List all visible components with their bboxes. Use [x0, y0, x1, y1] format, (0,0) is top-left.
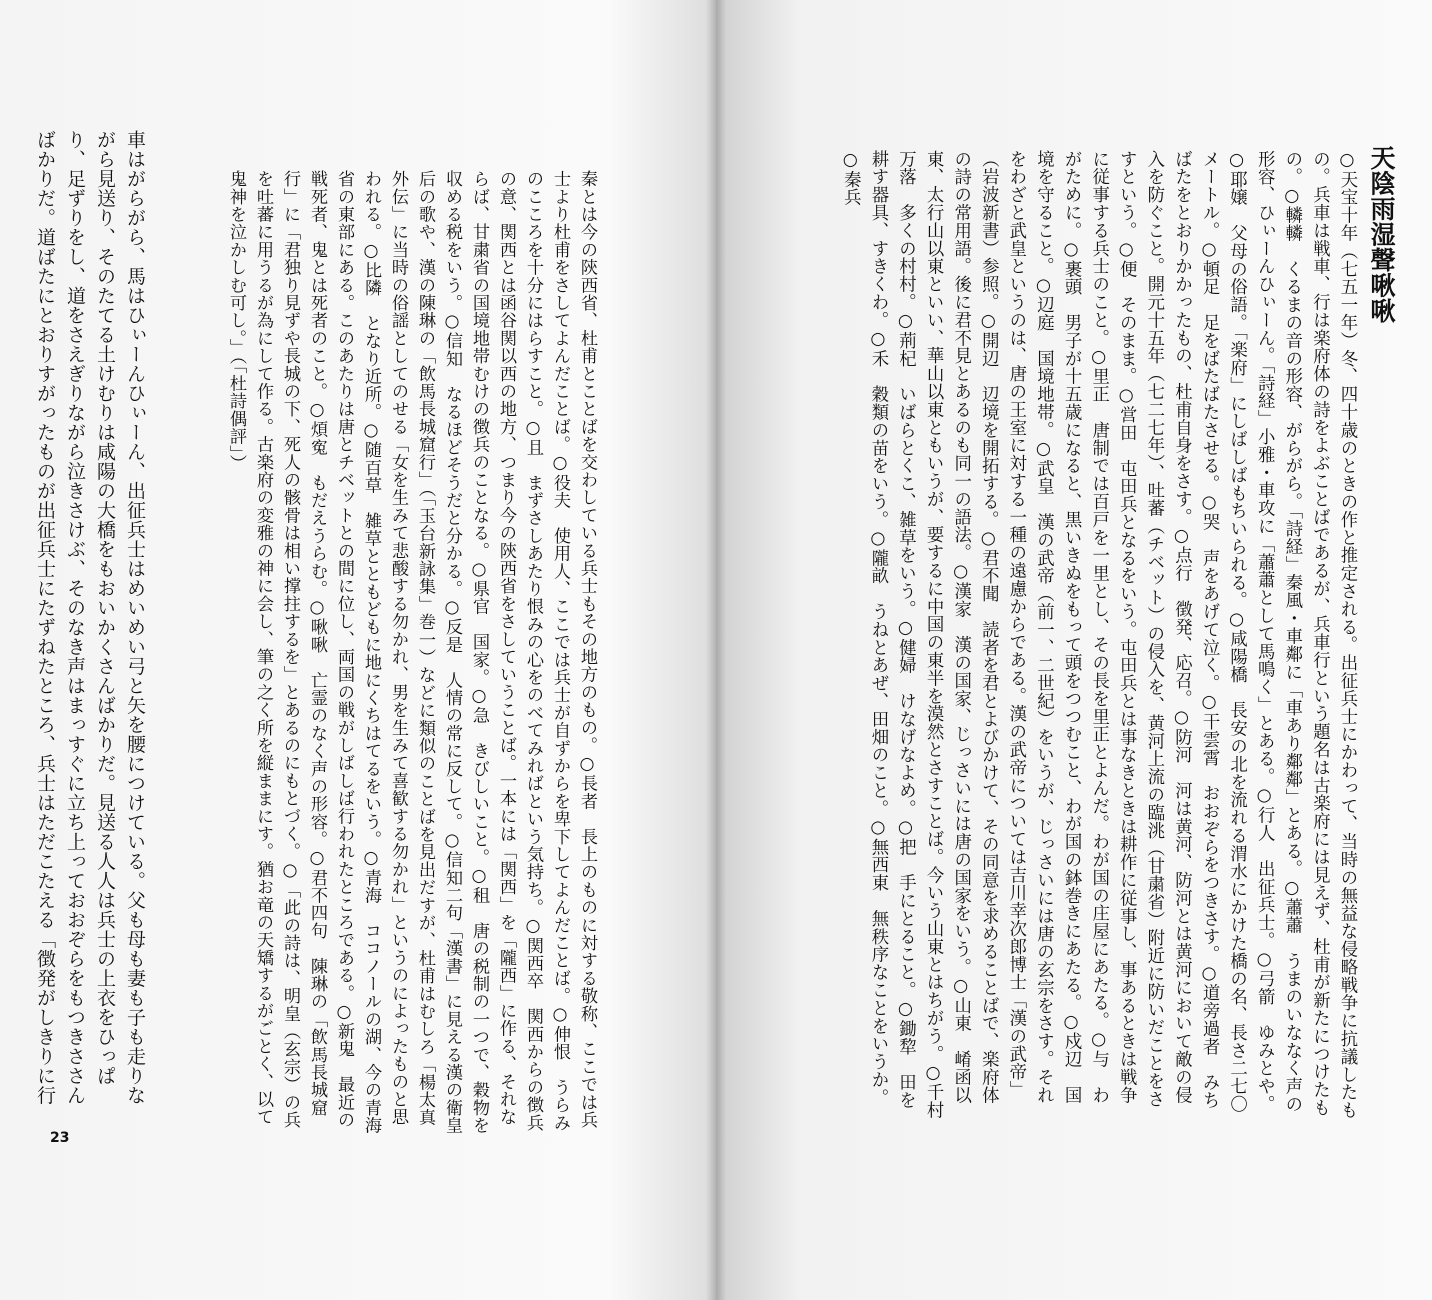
poem-title	[1360, 145, 1400, 1145]
title-original: 天陰雨湿聲啾啾	[1367, 145, 1396, 324]
book-gutter	[706, 0, 726, 1300]
translation-paragraph: 車はがらがら、馬はひぃーんひぃーん、出征兵士はめいめい弓と矢を腰につけている。父も母も妻も子も走りながら見送り、そのたてる土けむりは咸陽の大橋をもおいかくさんばかりだ。見送る人人は兵士の上衣をひっぱり、足ずりをし、道をさえぎりながら泣きさけぶ、そのなき声はまっすぐに立ち上っておおぞらをもつきささんばかりだ。道ばたにとおりすがったものが出征兵士にたずねたところ、兵士はただこたえる「徴発がしきりに行	[34, 130, 146, 1105]
notes-paragraph: ○天宝十年（七五一年）冬、四十歳のときの作と推定される。出征兵士にかわって、当時の無益な侵略戦争に抗議したもの。兵車は戦車、行は楽府体の詩をよぶことばであるが、兵車行という題名は古楽府には見えず、杜甫が新たにつけたもの。○轔轔 くるまの音の形容、がらがら。「詩経」秦風・車鄰に「車あり鄰鄰」とある。○蕭蕭 うまのいななく声の形容、ひぃーんひぃーん。「詩経」小雅・車攻に「蕭蕭として馬鳴く」とある。○行人 出征兵士。○弓箭 ゆみとや。○耶嬢 父母の俗語。「楽府」にしばしばもちいられる。○咸陽橋 長安の北を流れる渭水にかけた橋の名、長さ二七〇メートル。○頓足 足をばたばたさせる。○哭 声をあげて泣く。○干雲霄 おおぞらをつきさす。○道旁過者 みちばたをとおりかかったもの、杜甫自身をさす。○点行 徴発、応召。○防河 河は黄河、防河とは黄河において敵の侵入を防ぐこと。開元十五年（七二七年）、吐蕃（チベット）の侵入を、黄河上流の臨洮（甘粛省）附近に防いだことをさすという。○便 そのまま。○営田 屯田兵となるをいう。屯田兵とは事なきときは耕作に従事し、事あるときは戦争に従事する兵士のこと。○里正 唐制では百戸を一里とし、その長を里正とよんだ。わが国の庄屋にあたる。○与 わがために。○裹頭 男子が十五歳になると、黒いきぬをもって頭をつつむこと、わが国の鉢巻きにあたる。○戍辺 国境を守ること。○辺庭 国境地帯。○武皇 漢の武帝（前一、二世紀）をいうが、じっさいには唐の玄宗をさす。それをわざと武皇というのは、唐の王室に対する一種の遠慮からである。漢の武帝については吉川幸次郎博士「漢の武帝」（岩波新書）参照。○開辺 辺境を開拓する。○君不聞 読者を君とよびかけて、その同意を求めることばで、楽府体の詩の常用語。後に君不見とあるのも同一の語法。○漢家 漢の国家、じっさいには唐の国家をいう。○山東 崤函以東、太行山以東といい、華山以東ともいうが、要するに中国の東半を漠然とさすことば。今いう山東とはちがう。○千村万落 多くの村村。○荊杞 いばらとくこ、雑草をいう。○健婦 けなげなよめ。○把 手にとること。○鋤犂 田を耕す器具、すきくわ。○禾 穀類の苗をいう。○隴畝 うねとあぜ、田畑のこと。○無西東 無秩序なことをいうか。○秦兵	[840, 150, 1357, 1120]
title-reading	[1360, 235, 1362, 1145]
notes-paragraph: 秦とは今の陝西省、杜甫とことばを交わしている兵士もその地方のもの。○長者 長上のものに対する敬称、ここでは兵士より杜甫をさしてよんだことば。○役夫 使用人、ここでは兵士が自ずからを卑下してよんだことば。○伸恨 うらみのこころを十分にはらすこと。○且 まずさしあたり恨みの心をのべてみればという気持ち。○関西卒 関西からの徴兵の意、関西とは函谷関以西の地方、つまり今の陝西省をさしていうことば。一本には「関西」を「隴西」に作る、それならば、甘粛省の国境地帯むけの徴兵のことなる。○県官 国家。○急 きびしいこと。○租 唐の税制の一つで、穀物を収める税をいう。○信知 なるほどそうだと分かる。○反是 人情の常に反して。○信知二句「漢書」に見える漢の衛皇后の歌や、漢の陳琳の「飲馬長城窟行」（「玉台新詠集」巻一）などに類似のことばを見出だすが、杜甫はむしろ「楊太真外伝」に当時の俗謡としてのせる「女を生みて悲酸する勿かれ、男を生みて喜歓する勿かれ」というのによったものと思われる。○比隣 となり近所。○随百草 雑草とともどもに地にくちはてるをいう。○青海 ココノールの湖、今の青海省の東部にある。このあたりは唐とチベットとの間に位し、両国の戦がしばしば行われたところである。○新鬼 最近の戦死者、鬼とは死者のこと。○煩寃 もだえうらむ。○啾啾 亡霊のなく声の形容。○君不四句 陳琳の「飲馬長城窟行」に「君独り見ずや長城の下、死人の骸骨は相い撑拄するを」とあるのにもとづく。○「此の詩は、明皇（玄宗）の兵を吐蕃に用うるが為にして作る。古楽府の変雅の神に会し、筆の之く所を縦ままにす。猶お竜の天矯するがごとく、以て鬼神を泣かしむ可し。」（「杜詩偶評」）	[226, 170, 597, 1135]
page-number-left: 23	[50, 1130, 70, 1146]
translation-text	[28, 130, 150, 1110]
right-notes-text	[788, 150, 1360, 1120]
left-notes-text	[218, 170, 600, 1140]
right-page	[716, 0, 1432, 1300]
